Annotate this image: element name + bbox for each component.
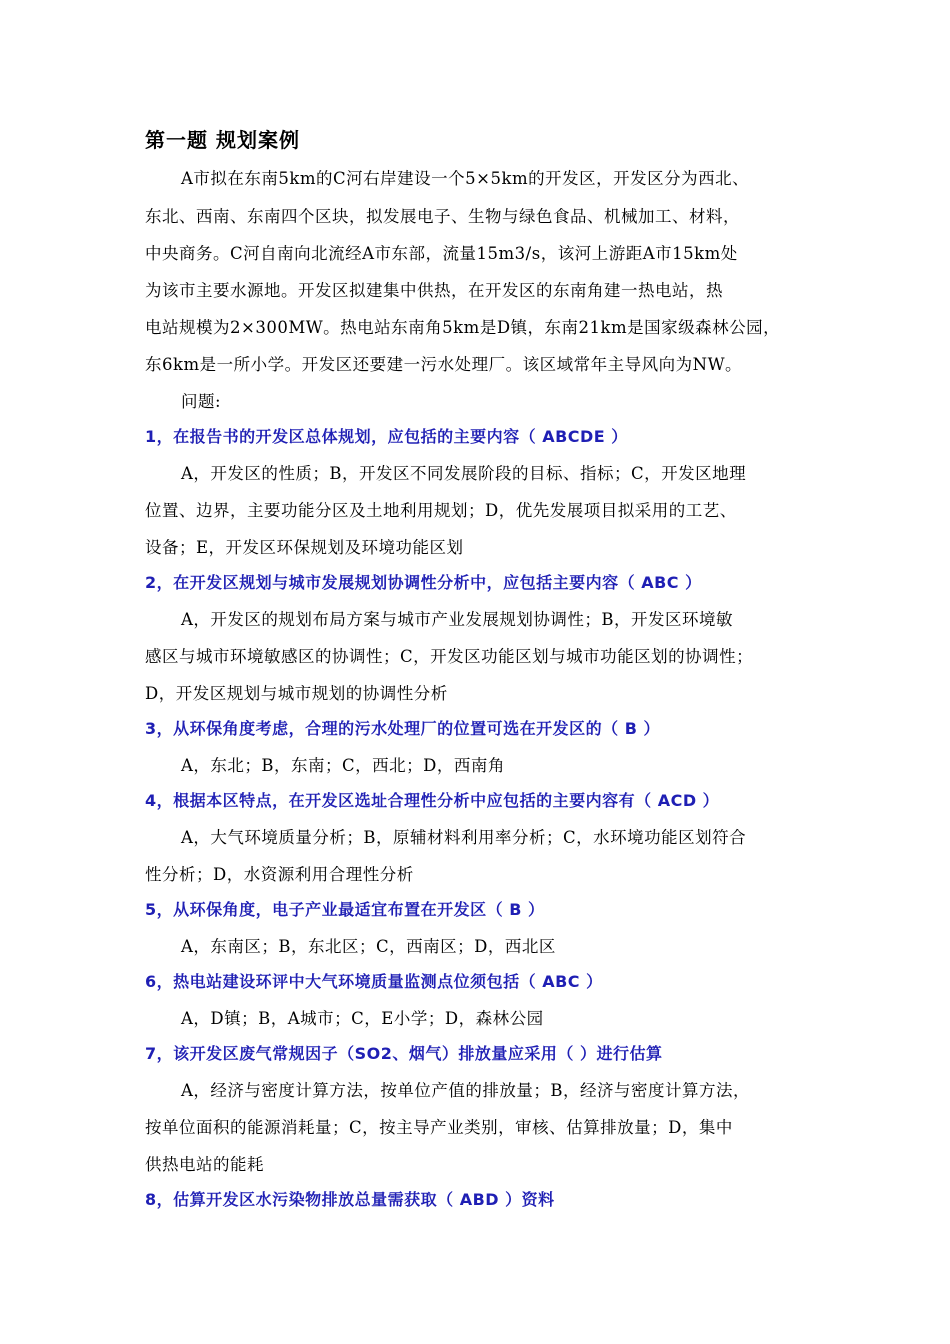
question-1: 1，在报告书的开发区总体规划，应包括的主要内容（ ABCDE ） <box>145 427 628 446</box>
question-1-option-line: A，开发区的性质；B，开发区不同发展阶段的目标、指标；C，开发区地理 <box>181 464 747 483</box>
intro-line: 为该市主要水源地。开发区拟建集中供热，在开发区的东南角建一热电站，热 <box>145 281 723 300</box>
question-8: 8，估算开发区水污染物排放总量需获取（ ABD ）资料 <box>145 1190 555 1209</box>
section-title: 第一题 规划案例 <box>145 128 300 152</box>
intro-line: 电站规模为2×300MW。热电站东南角5km是D镇，东南21km是国家级森林公园， <box>145 318 781 337</box>
intro-line: 东北、西南、东南四个区块，拟发展电子、生物与绿色食品、机械加工、材料， <box>145 207 740 226</box>
question-2-option-line: D，开发区规划与城市规划的协调性分析 <box>145 684 448 703</box>
intro-line: 中央商务。C河自南向北流经A市东部，流量15m3/s，该河上游距A市15km处 <box>145 244 738 263</box>
question-7-option-line: 供热电站的能耗 <box>145 1155 264 1174</box>
question-4: 4，根据本区特点，在开发区选址合理性分析中应包括的主要内容有（ ACD ） <box>145 791 720 810</box>
question-7-option-line: 按单位面积的能源消耗量；C，按主导产业类别，审核、估算排放量；D，集中 <box>145 1118 733 1137</box>
questions-label: 问题: <box>181 392 222 411</box>
intro-line: A市拟在东南5km的C河右岸建设一个5×5km的开发区，开发区分为西北、 <box>181 169 750 188</box>
question-5: 5，从环保角度，电子产业最适宜布置在开发区（ B ） <box>145 900 545 919</box>
question-1-option-line: 位置、边界，主要功能分区及土地利用规划；D，优先发展项目拟采用的工艺、 <box>145 501 737 520</box>
question-7-option-line: A，经济与密度计算方法，按单位产值的排放量；B，经济与密度计算方法， <box>181 1081 751 1100</box>
question-4-option-line: A，大气环境质量分析；B，原辅材料利用率分析；C，水环境功能区划符合 <box>181 828 747 847</box>
question-6: 6，热电站建设环评中大气环境质量监测点位须包括（ ABC ） <box>145 972 603 991</box>
question-3-option-line: A，东北；B，东南；C，西北；D，西南角 <box>181 756 505 775</box>
question-3: 3，从环保角度考虑，合理的污水处理厂的位置可选在开发区的（ B ） <box>145 719 660 738</box>
question-2-option-line: A，开发区的规划布局方案与城市产业发展规划协调性；B，开发区环境敏 <box>181 610 734 629</box>
question-2: 2，在开发区规划与城市发展规划协调性分析中，应包括主要内容（ ABC ） <box>145 573 702 592</box>
question-5-option-line: A，东南区；B，东北区；C，西南区；D，西北区 <box>181 937 556 956</box>
question-7: 7，该开发区废气常规因子（SO2、烟气）排放量应采用（ ）进行估算 <box>145 1044 663 1063</box>
question-6-option-line: A，D镇；B，A城市；C，E小学；D，森林公园 <box>181 1009 544 1028</box>
question-1-option-line: 设备；E，开发区环保规划及环境功能区划 <box>145 538 464 557</box>
question-2-option-line: 感区与城市环境敏感区的协调性；C，开发区功能区划与城市功能区划的协调性； <box>145 647 754 666</box>
intro-line: 东6km是一所小学。开发区还要建一污水处理厂。该区域常年主导风向为NW。 <box>145 355 743 374</box>
question-4-option-line: 性分析；D，水资源利用合理性分析 <box>145 865 414 884</box>
